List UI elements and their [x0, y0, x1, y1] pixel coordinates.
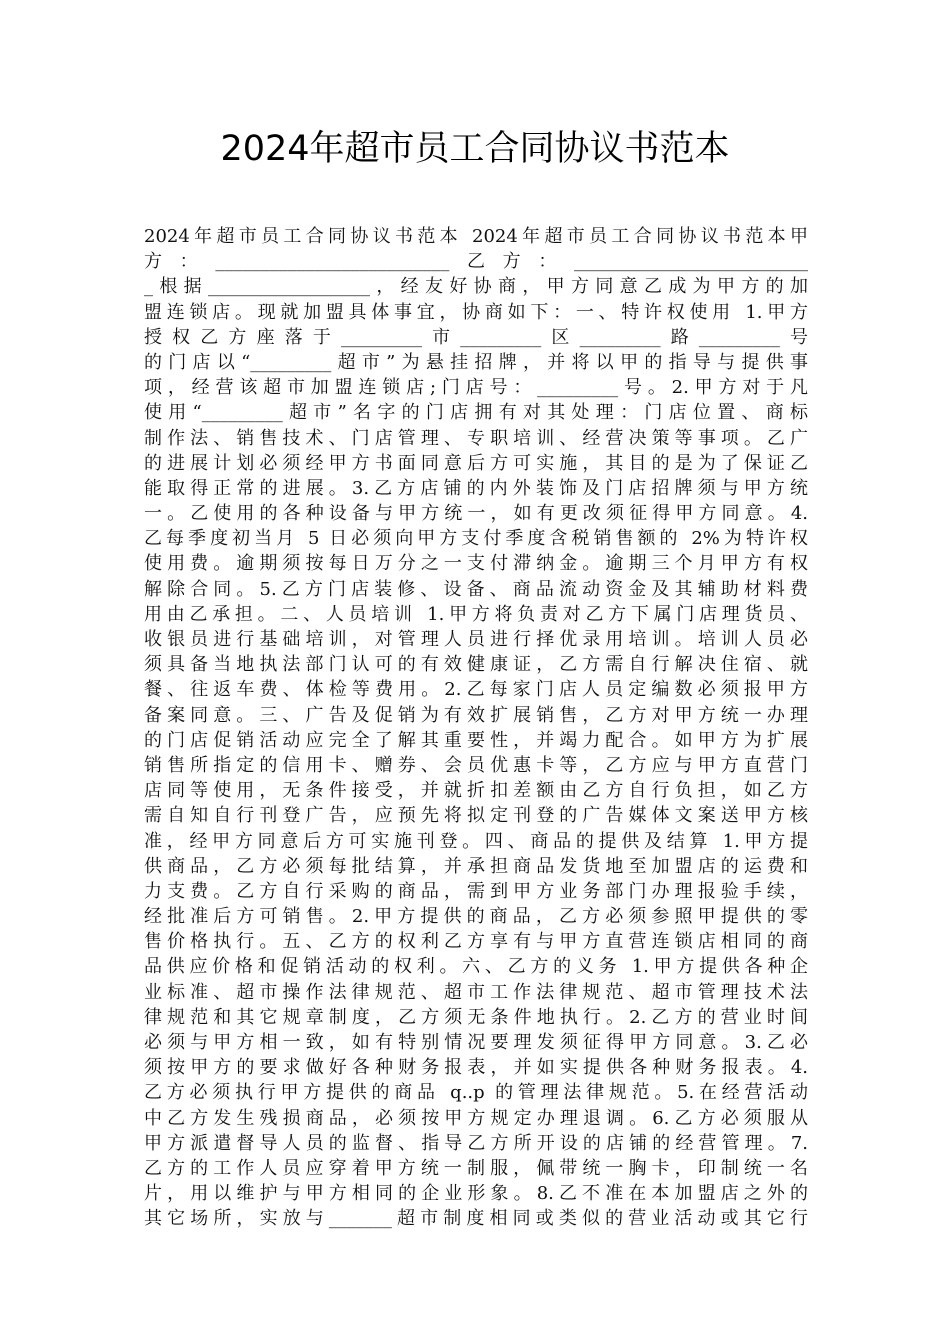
body-line: 使用费。逾期须按每日万分之一支付滞纳金。逾期三个月甲方有权 — [144, 553, 808, 575]
body-line: 2024年超市员工合同协议书范本 2024年超市员工合同协议书范本甲 — [144, 226, 808, 247]
body-line: 甲方派遣督导人员的监督、指导乙方所开设的店铺的经营管理。7. — [144, 1132, 808, 1154]
body-line: 须按甲方的要求做好各种财务报表，并如实提供各种财务报表。4. — [144, 1057, 808, 1079]
body-line: 收银员进行基础培训，对管理人员进行择优录用培训。培训人员必 — [144, 629, 808, 650]
body-line: 备案同意。三、广告及促销为有效扩展销售，乙方对甲方统一办理 — [144, 704, 808, 726]
body-line: 能取得正常的进展。3.乙方店铺的内外装饰及门店招牌须与甲方统 — [144, 477, 808, 499]
body-line: 的门店促销活动应完全了解其重要性，并竭力配合。如甲方为扩展 — [144, 729, 808, 751]
body-line: 业标准、超市操作法律规范、超市工作法律规范、超市管理技术法 — [144, 981, 808, 1003]
body-line: 解除合同。5.乙方门店装修、设备、商品流动资金及其辅助材料费 — [144, 578, 808, 600]
body-line: 制作法、销售技术、门店管理、专职培训、经营决策等事项。乙广 — [144, 427, 808, 449]
body-line: 乙每季度初当月 5 日必须向甲方支付季度含税销售额的 2%为特许权 — [144, 528, 808, 550]
body-line: 供商品，乙方必须每批结算，并承担商品发货地至加盟店的运费和 — [144, 855, 808, 877]
body-line: 经批准后方可销售。2.甲方提供的商品，乙方必须参照甲提供的零 — [144, 906, 808, 928]
body-line: 授权乙方座落于_________市_________区_________路_________号 — [144, 326, 808, 348]
body-line: 片，用以维护与甲方相同的企业形象。8.乙不准在本加盟店之外的 — [144, 1183, 808, 1205]
body-line: 店同等使用，无条件接受，并就折扣差额由乙方自行负担，如乙方 — [144, 780, 808, 802]
body-line: 乙方必须执行甲方提供的商品 q..p 的管理法律规范。5.在经营活动 — [144, 1082, 808, 1104]
body-line: 品供应价格和促销活动的权利。六、乙方的义务 1.甲方提供各种企 — [144, 956, 808, 978]
body-line: 的进展计划必须经甲方书面同意后方可实施，其目的是为了保证乙 — [144, 452, 808, 474]
body-line: 一。乙使用的各种设备与甲方统一，如有更改须征得甲方同意。4. — [144, 503, 808, 525]
body-line: 项，经营该超市加盟连锁店;门店号：_________号。2.甲方对于凡 — [144, 377, 808, 399]
body-line: 售价格执行。五、乙方的权利乙方享有与甲方直营连锁店相同的商 — [144, 931, 808, 953]
body-line: 需自知自行刊登广告，应预先将拟定刊登的广告媒体文案送甲方核 — [144, 805, 808, 827]
body-line: _根据__________________，经友好协商，甲方同意乙成为甲方的加 — [144, 276, 808, 298]
body-line: 力支费。乙方自行采购的商品，需到甲方业务部门办理报验手续， — [144, 880, 808, 902]
body-line: 方：__________________________乙方：__________________________ — [144, 251, 808, 273]
body-line: 盟连锁店。现就加盟具体事宜，协商如下：一、特许权使用 1.甲方 — [144, 301, 808, 323]
document-title: 2024年超市员工合同协议书范本 — [220, 129, 730, 169]
body-line: 准，经甲方同意后方可实施刊登。四、商品的提供及结算 1.甲方提 — [144, 830, 808, 852]
body-line: 必须与甲方相一致，如有特别情况要理发须征得甲方同意。3.乙必 — [144, 1032, 808, 1053]
body-line: 使用“_________超市”名字的门店拥有对其处理：门店位置、商标 — [144, 402, 808, 424]
body-line: 乙方的工作人员应穿着甲方统一制服，佩带统一胸卡，印制统一名 — [144, 1157, 808, 1179]
body-line: 须具备当地执法部门认可的有效健康证，乙方需自行解决住宿、就 — [144, 654, 808, 676]
body-line: 销售所指定的信用卡、赠券、会员优惠卡等，乙方应与甲方直营门 — [144, 754, 808, 776]
body-line: 其它场所，实放与_______超市制度相同或类似的营业活动或其它行 — [144, 1208, 808, 1230]
document-body — [144, 224, 808, 1232]
body-line: 餐、往返车费、体检等费用。2.乙每家门店人员定编数必须报甲方 — [144, 679, 808, 701]
body-line: 的门店以“_________超市”为悬挂招牌，并将以甲的指导与提供事 — [144, 351, 808, 373]
body-line: 律规范和其它规章制度，乙方须无条件地执行。2.乙方的营业时间 — [144, 1006, 808, 1028]
body-line: 用由乙承担。二、人员培训 1.甲方将负责对乙方下属门店理货员、 — [144, 603, 808, 625]
body-line: 中乙方发生残损商品，必须按甲方规定办理退调。6.乙方必须服从 — [144, 1107, 808, 1129]
